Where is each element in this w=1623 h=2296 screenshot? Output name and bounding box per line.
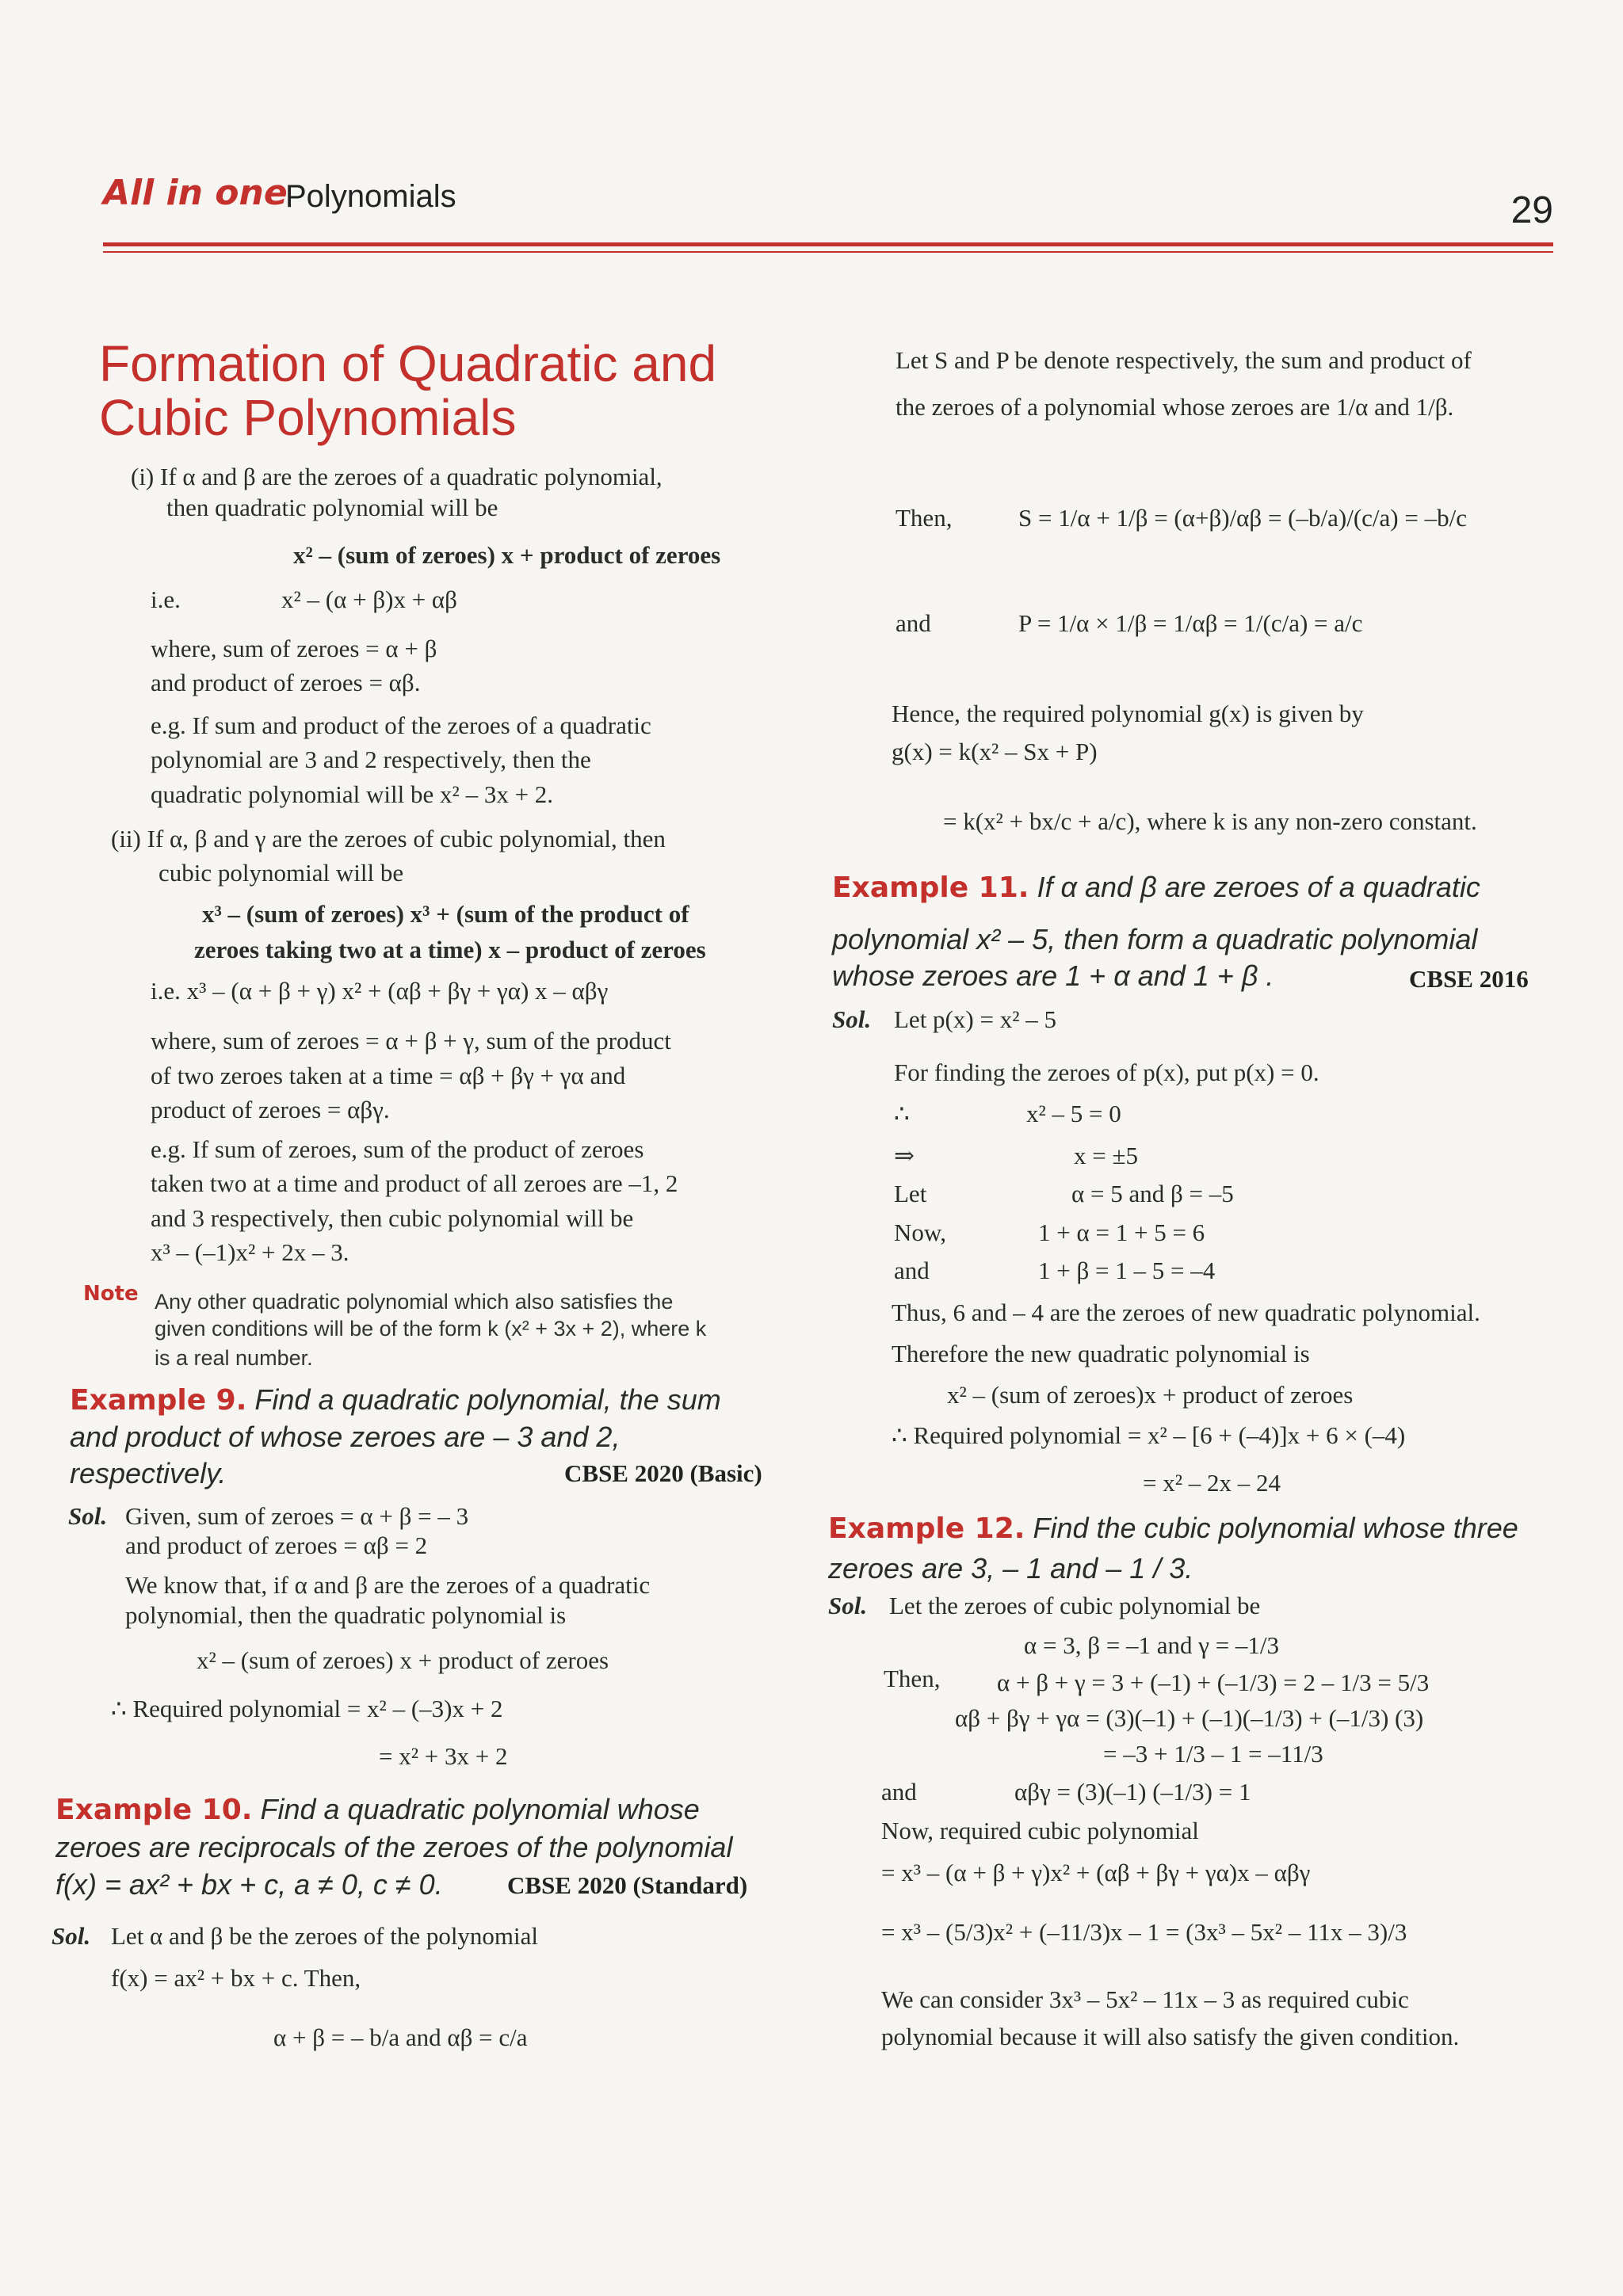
formula: = k(x² + bx/c + a/c), where k is any non-zero constant. — [943, 807, 1477, 835]
solution-label: Sol. — [832, 1005, 872, 1033]
text-label: i.e. — [151, 585, 181, 613]
text-label: ⇒ — [894, 1142, 915, 1169]
text-line: polynomial because it will also satisfy the given condition. — [881, 2023, 1460, 2050]
section-title-line2: Cubic Polynomials — [99, 389, 517, 446]
example-12-heading — [828, 1511, 1518, 1546]
text-label: Now, — [894, 1219, 947, 1246]
text-line: (i) If α and β are the zeroes of a quadratic polynomial, — [131, 463, 663, 490]
example-10-heading — [55, 1792, 700, 1827]
formula: = x² + 3x + 2 — [379, 1742, 508, 1770]
example-text: and product of whose zeroes are – 3 and 2, — [70, 1421, 621, 1453]
text-label: Let — [894, 1180, 927, 1207]
formula: αβ + βγ + γα = (3)(–1) + (–1)(–1/3) + (–1/3) (3) — [955, 1704, 1424, 1732]
formula: α + β = – b/a and αβ = c/a — [273, 2023, 528, 2051]
brand-logo: All in one — [103, 173, 288, 213]
text-line: Therefore the new quadratic polynomial is — [892, 1340, 1310, 1367]
example-text: f(x) = ax² + bx + c, a ≠ 0, c ≠ 0. — [55, 1868, 443, 1901]
text-label: and — [896, 609, 931, 637]
cbse-tag: CBSE 2020 (Basic) — [564, 1459, 762, 1487]
solution-label: Sol. — [828, 1592, 868, 1619]
formula: x² – (sum of zeroes)x + product of zeroes — [947, 1381, 1354, 1409]
text-label: and — [894, 1257, 930, 1284]
text-line: Thus, 6 and – 4 are the zeroes of new quadratic polynomial. — [892, 1299, 1480, 1326]
text-line: of two zeroes taken at a time = αβ + βγ + γα and — [151, 1062, 626, 1089]
cbse-tag: CBSE 2020 (Standard) — [507, 1871, 748, 1899]
formula: Let p(x) = x² – 5 — [894, 1005, 1056, 1033]
example-label: Example 9. — [70, 1384, 247, 1417]
example-text: Find a quadratic polynomial whose — [260, 1793, 700, 1825]
example-text: Find a quadratic polynomial, the sum — [254, 1383, 721, 1416]
text-line: e.g. If sum and product of the zeroes of a quadratic — [151, 711, 651, 739]
text-line: For finding the zeroes of p(x), put p(x) = 0. — [894, 1058, 1319, 1086]
example-11-heading — [832, 870, 1480, 905]
text-line: taken two at a time and product of all zeroes are –1, 2 — [151, 1169, 678, 1197]
text-line: where, sum of zeroes = α + β + γ, sum of the product — [151, 1027, 671, 1055]
section-title-line1: Formation of Quadratic and — [99, 335, 717, 392]
example-text: If α and β are zeroes of a quadratic — [1037, 871, 1480, 903]
solution-label: Sol. — [52, 1922, 91, 1950]
page-number: 29 — [1510, 189, 1553, 231]
example-text: respectively. — [70, 1457, 227, 1489]
formula: ∴ Required polynomial = x² – [6 + (–4)]x + 6 × (–4) — [892, 1421, 1406, 1449]
note-line: given conditions will be of the form k (x² + 3x + 2), where k — [155, 1317, 707, 1341]
header-rule-thick — [103, 242, 1553, 246]
text-line: Let α and β be the zeroes of the polynomial — [111, 1922, 539, 1950]
text-line: polynomial, then the quadratic polynomial is — [125, 1601, 567, 1629]
text-line: Now, required cubic polynomial — [881, 1817, 1199, 1844]
formula: x² – 5 = 0 — [1026, 1100, 1121, 1127]
text-line: We know that, if α and β are the zeroes of a quadratic — [125, 1571, 651, 1599]
formula: = x² – 2x – 24 — [1143, 1469, 1281, 1497]
example-label: Example 12. — [828, 1512, 1025, 1545]
formula: x² – (sum of zeroes) x + product of zeroes — [293, 541, 721, 569]
example-label: Example 10. — [55, 1794, 253, 1826]
formula: 1 + β = 1 – 5 = –4 — [1038, 1257, 1216, 1284]
note-label: Note — [83, 1282, 139, 1306]
text-line: and 3 respectively, then cubic polynomial will be — [151, 1204, 634, 1232]
formula: x = ±5 — [1074, 1142, 1138, 1169]
text-line: polynomial are 3 and 2 respectively, then the — [151, 746, 591, 773]
example-text: whose zeroes are 1 + α and 1 + β . — [832, 959, 1274, 992]
formula: P = 1/α × 1/β = 1/αβ = 1/(c/a) = a/c — [1018, 609, 1363, 637]
example-9-heading — [70, 1383, 721, 1417]
text-line: Let the zeroes of cubic polynomial be — [889, 1592, 1261, 1619]
text-line: Let S and P be denote respectively, the sum and product of — [896, 346, 1472, 374]
formula: α + β + γ = 3 + (–1) + (–1/3) = 2 – 1/3 = 5/3 — [997, 1669, 1430, 1696]
formula: = –3 + 1/3 – 1 = –11/3 — [1103, 1740, 1323, 1768]
formula: x³ – (sum of zeroes) x³ + (sum of the product of — [202, 900, 689, 928]
example-text: zeroes are 3, – 1 and – 1 / 3. — [828, 1552, 1193, 1585]
header-rule-thin — [103, 251, 1553, 253]
text-line: cubic polynomial will be — [158, 859, 404, 887]
chapter-title: Polynomials — [285, 179, 456, 214]
formula: zeroes taking two at a time) x – product of zeroes — [194, 936, 706, 963]
example-text: polynomial x² – 5, then form a quadratic polynomial — [832, 923, 1478, 955]
note-line: Any other quadratic polynomial which also satisfies the — [155, 1290, 674, 1314]
formula: x² – (α + β)x + αβ — [281, 585, 457, 613]
formula: i.e. x³ – (α + β + γ) x² + (αβ + βγ + γα) x – αβγ — [151, 977, 609, 1005]
text-line: the zeroes of a polynomial whose zeroes are 1/α and 1/β. — [896, 393, 1454, 421]
text-line: product of zeroes = αβγ. — [151, 1096, 390, 1123]
text-label: Then, — [896, 504, 953, 532]
formula: f(x) = ax² + bx + c. Then, — [111, 1964, 361, 1992]
note-line: is a real number. — [155, 1346, 313, 1370]
example-label: Example 11. — [832, 871, 1029, 904]
formula: S = 1/α + 1/β = (α+β)/αβ = (–b/a)/(c/a) = –b/c — [1018, 504, 1467, 532]
text-line: where, sum of zeroes = α + β — [151, 635, 437, 662]
page-header — [103, 173, 1553, 231]
example-text: Find the cubic polynomial whose three — [1033, 1512, 1518, 1544]
cbse-tag: CBSE 2016 — [1409, 965, 1529, 993]
text-line: (ii) If α, β and γ are the zeroes of cubic polynomial, then — [111, 825, 666, 852]
formula: αβγ = (3)(–1) (–1/3) = 1 — [1014, 1778, 1251, 1806]
text-line: then quadratic polynomial will be — [166, 494, 498, 521]
section-title — [99, 337, 716, 444]
text-line: and product of zeroes = αβ = 2 — [125, 1531, 428, 1559]
example-text: zeroes are reciprocals of the zeroes of the polynomial — [55, 1831, 733, 1863]
formula: = x³ – (5/3)x² + (–11/3)x – 1 = (3x³ – 5x² – 11x – 3)/3 — [881, 1918, 1407, 1946]
text-label: ∴ — [894, 1100, 910, 1127]
text-line: quadratic polynomial will be x² – 3x + 2. — [151, 780, 554, 808]
formula: 1 + α = 1 + 5 = 6 — [1038, 1219, 1205, 1246]
text-label: and — [881, 1778, 917, 1806]
text-line: and product of zeroes = αβ. — [151, 669, 421, 696]
text-line: e.g. If sum of zeroes, sum of the product of zeroes — [151, 1135, 644, 1163]
text-line: Given, sum of zeroes = α + β = – 3 — [125, 1502, 469, 1530]
formula: x² – (sum of zeroes) x + product of zeroes — [197, 1646, 609, 1674]
formula: α = 3, β = –1 and γ = –1/3 — [1024, 1631, 1280, 1659]
text-line: We can consider 3x³ – 5x² – 11x – 3 as required cubic — [881, 1985, 1409, 2013]
formula: x³ – (–1)x² + 2x – 3. — [151, 1238, 349, 1266]
formula: α = 5 and β = –5 — [1071, 1180, 1234, 1207]
formula: = x³ – (α + β + γ)x² + (αβ + βγ + γα)x – αβγ — [881, 1859, 1311, 1886]
text-label: Then, — [884, 1665, 941, 1692]
formula: g(x) = k(x² – Sx + P) — [892, 738, 1098, 765]
text-line: Hence, the required polynomial g(x) is given by — [892, 700, 1364, 727]
formula: ∴ Required polynomial = x² – (–3)x + 2 — [111, 1695, 503, 1722]
solution-label: Sol. — [68, 1502, 108, 1530]
